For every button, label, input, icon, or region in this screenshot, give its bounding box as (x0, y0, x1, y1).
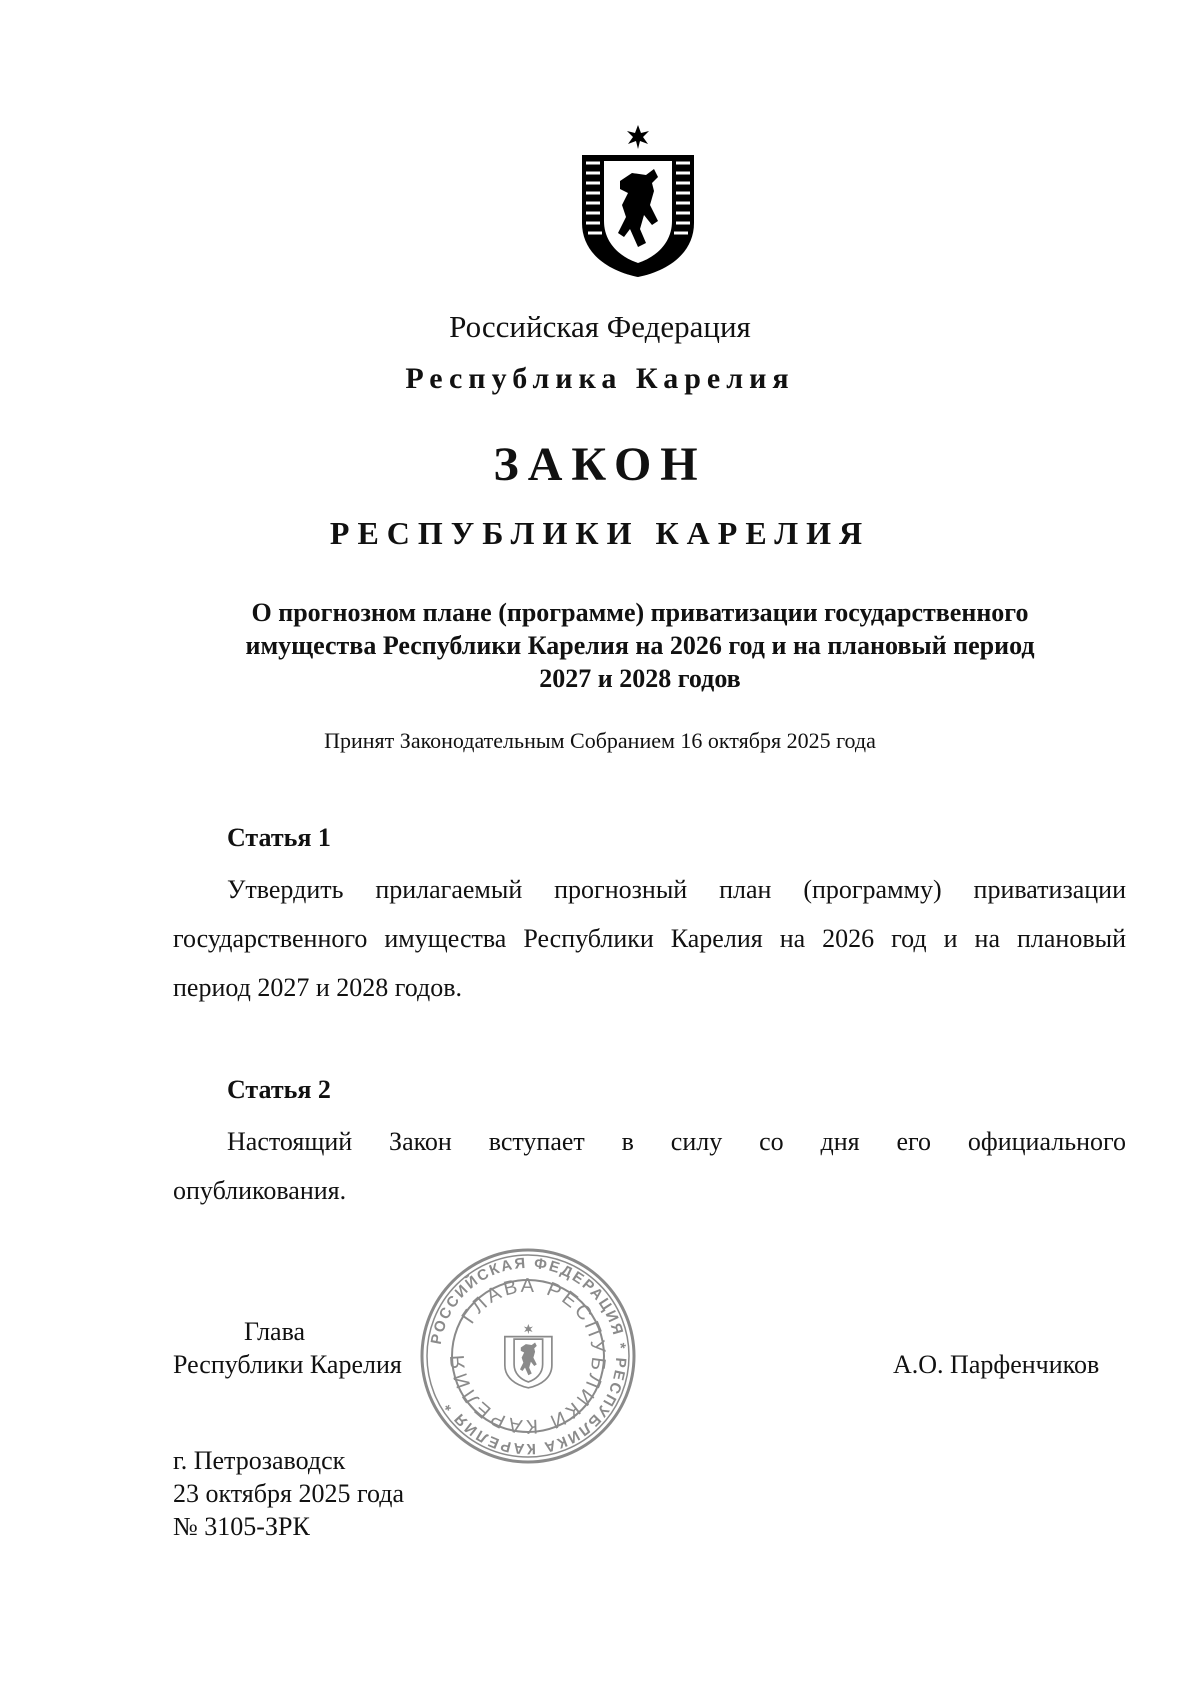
paragraph-line: опубликования. (173, 1176, 347, 1205)
coat-of-arms-emblem (580, 125, 696, 277)
document-type-title: ЗАКОН (493, 438, 707, 491)
seal-outer-text: РОССИЙСКАЯ ФЕДЕРАЦИЯ * РЕСПУБЛИКА КАРЕЛИЯ * (427, 1254, 630, 1458)
article-1-text (173, 865, 1126, 1012)
issue-date: 23 октября 2025 года (173, 1479, 404, 1508)
header-republic: Республика Карелия (405, 362, 795, 395)
signatory-name: А.О. Парфенчиков (893, 1350, 1100, 1379)
issue-city: г. Петрозаводск (173, 1446, 346, 1475)
official-seal-stamp (420, 1248, 636, 1464)
law-number: № 3105-ЗРК (173, 1512, 310, 1541)
paragraph-line: Утвердить прилагаемый прогнозный план (программу) приватизации (227, 875, 1126, 904)
paragraph-line: период 2027 и 2028 годов. (173, 973, 463, 1002)
law-title-line: О прогнозном плане (программе) приватизации государственного (251, 598, 1029, 627)
document-issuer-title: РЕСПУБЛИКИ КАРЕЛИЯ (329, 515, 871, 551)
article-1-heading: Статья 1 (227, 823, 331, 852)
law-title (180, 596, 1100, 695)
adoption-note: Принят Законодательным Собранием 16 октября 2025 года (324, 728, 876, 753)
seal-inner-text: ГЛАВА РЕСПУБЛИКИ КАРЕЛИЯ (446, 1274, 610, 1438)
signatory-position-line1: Глава (244, 1317, 306, 1346)
article-2-text (173, 1117, 1126, 1215)
signatory-position-line2: Республики Карелия (173, 1350, 402, 1379)
header-country: Российская Федерация (449, 309, 751, 344)
paragraph-line: Настоящий Закон вступает в силу со дня его официального (227, 1127, 1126, 1156)
article-2-heading: Статья 2 (227, 1075, 331, 1104)
paragraph-line: государственного имущества Республики Карелия на 2026 год и на плановый (173, 924, 1126, 953)
law-title-line: 2027 и 2028 годов (539, 664, 741, 693)
law-title-line: имущества Республики Карелия на 2026 год и на плановый период (245, 631, 1035, 660)
